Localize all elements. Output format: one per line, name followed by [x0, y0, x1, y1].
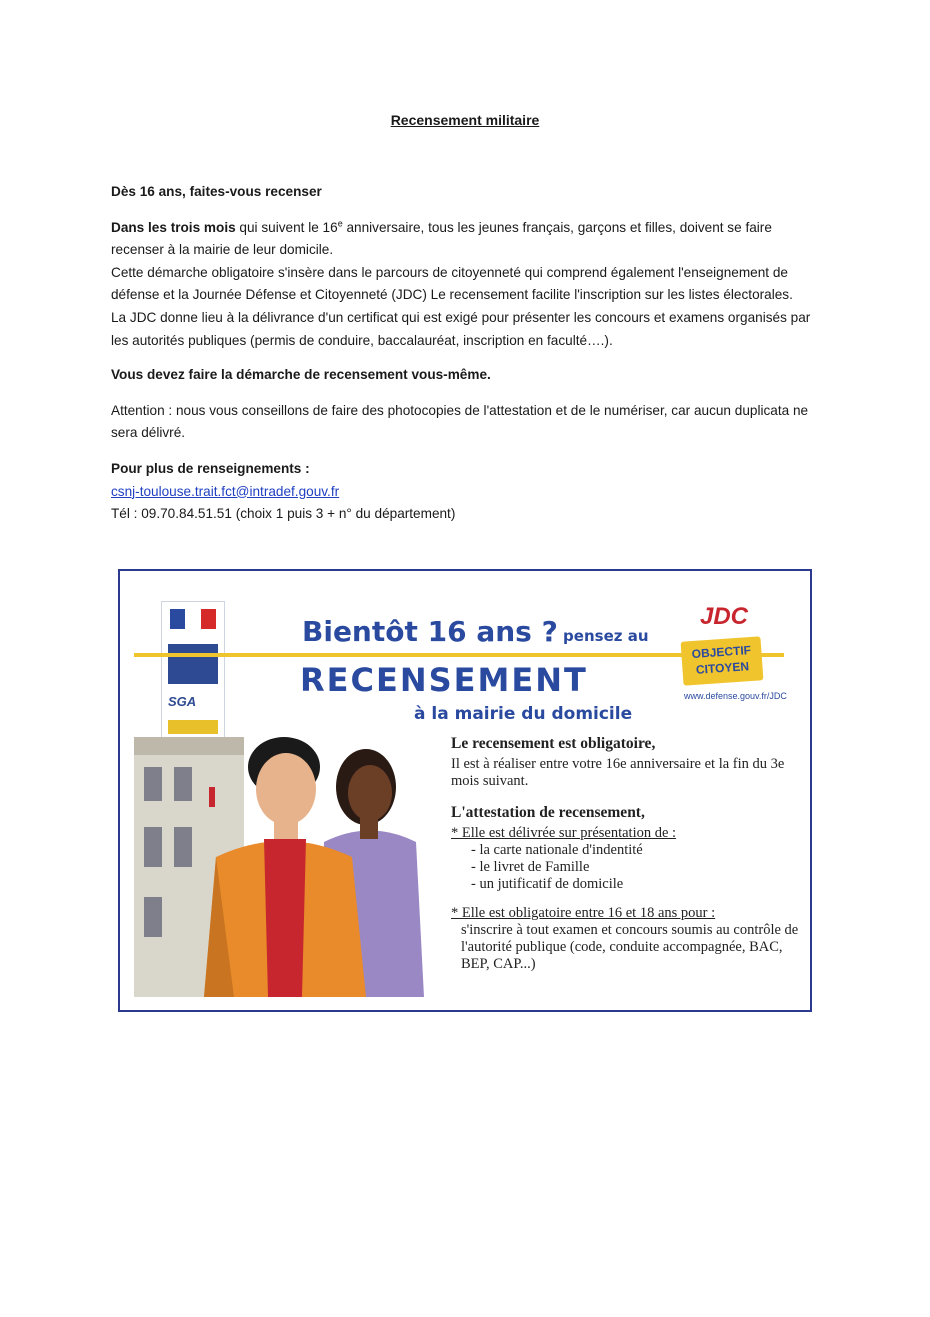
- paragraph-jdc: La JDC donne lieu à la délivrance d'un certificat qui est exigé pour présenter les concours et examens organisés par les autorités publiques (permis de conduire, baccalauréat, inscription en faculté….).: [111, 309, 811, 348]
- ministry-block: [168, 644, 218, 684]
- paragraph-demarche: Cette démarche obligatoire s'insère dans le parcours de citoyenneté qui comprend également l'enseignement de défense et la Journée Défense et Citoyenneté (JDC) Le recensement facilite l'inscription sur les listes électorales.: [111, 264, 793, 303]
- info-paragraph-delai: Il est à réaliser entre votre 16e anniversaire et la fin du 3e mois suivant.: [451, 756, 785, 789]
- objectif-citoyen-badge: [681, 636, 764, 685]
- poster-headline: [302, 615, 649, 648]
- sga-logo: SGA: [168, 694, 197, 709]
- recensement-poster: [118, 569, 812, 1012]
- flag-icon: [170, 609, 216, 629]
- main-text: [111, 181, 823, 526]
- superscript: e: [337, 218, 343, 229]
- objectif-line1: OBJECTIF: [691, 642, 752, 662]
- poster-url: www.defense.gouv.fr/JDC: [684, 691, 787, 701]
- poster-main-title: RECENSEMENT: [300, 661, 588, 699]
- info-intro-obligatoire: * Elle est obligatoire entre 16 et 18 ans pour :: [451, 905, 716, 921]
- objectif-line2: CITOYEN: [695, 659, 750, 677]
- info-heading-obligatoire: Le recensement est obligatoire,: [451, 735, 656, 752]
- info-heading-attestation: L'attestation de recensement,: [451, 804, 645, 821]
- text-b: anniversaire, tous les jeunes français, garçons et filles, doivent se faire recenser à la mairie de leur domicile.: [111, 219, 772, 258]
- attention-text: Attention : nous vous conseillons de faire des photocopies de l'attestation et de le numériser, car aucun duplicata ne sera délivré.: [111, 402, 809, 441]
- bold-lead: Dans les trois mois: [111, 219, 236, 235]
- poster-inner: [134, 579, 799, 996]
- list-item: - la carte nationale d'indentité: [471, 842, 801, 859]
- list-item: - le livret de Famille: [471, 859, 801, 876]
- text-a: qui suivent le 16: [235, 219, 338, 235]
- contact-email-link[interactable]: csnj-toulouse.trait.fct@intradef.gouv.fr: [111, 483, 340, 499]
- info-intro-delivree: * Elle est délivrée sur présentation de :: [451, 825, 677, 841]
- headline-small: pensez au: [557, 627, 649, 645]
- poster-info-block: [451, 735, 801, 973]
- headline-text: Bientôt 16 ans ?: [302, 615, 558, 648]
- notice-bold: Vous devez faire la démarche de recensement vous-même.: [111, 367, 491, 383]
- paragraph-recensement: [111, 217, 823, 262]
- contact-phone: Tél : 09.70.84.51.51 (choix 1 puis 3 + n° du département): [111, 506, 456, 522]
- page-title: Recensement militaire: [390, 112, 540, 128]
- list-item: - un jutificatif de domicile: [471, 876, 801, 893]
- section-heading: Dès 16 ans, faites-vous recenser: [111, 184, 322, 199]
- youth-illustration: [134, 727, 464, 997]
- info-documents-list: [451, 842, 801, 893]
- contact-label: Pour plus de renseignements :: [111, 460, 310, 476]
- poster-subtitle: à la mairie du domicile: [414, 704, 633, 724]
- info-paragraph-examens: s'inscrire à tout examen et concours soumis au contrôle de l'autorité publique (code, conduite accompagnée, BAC, BEP, CAP...): [461, 922, 799, 972]
- jdc-logo: JDC: [700, 603, 749, 630]
